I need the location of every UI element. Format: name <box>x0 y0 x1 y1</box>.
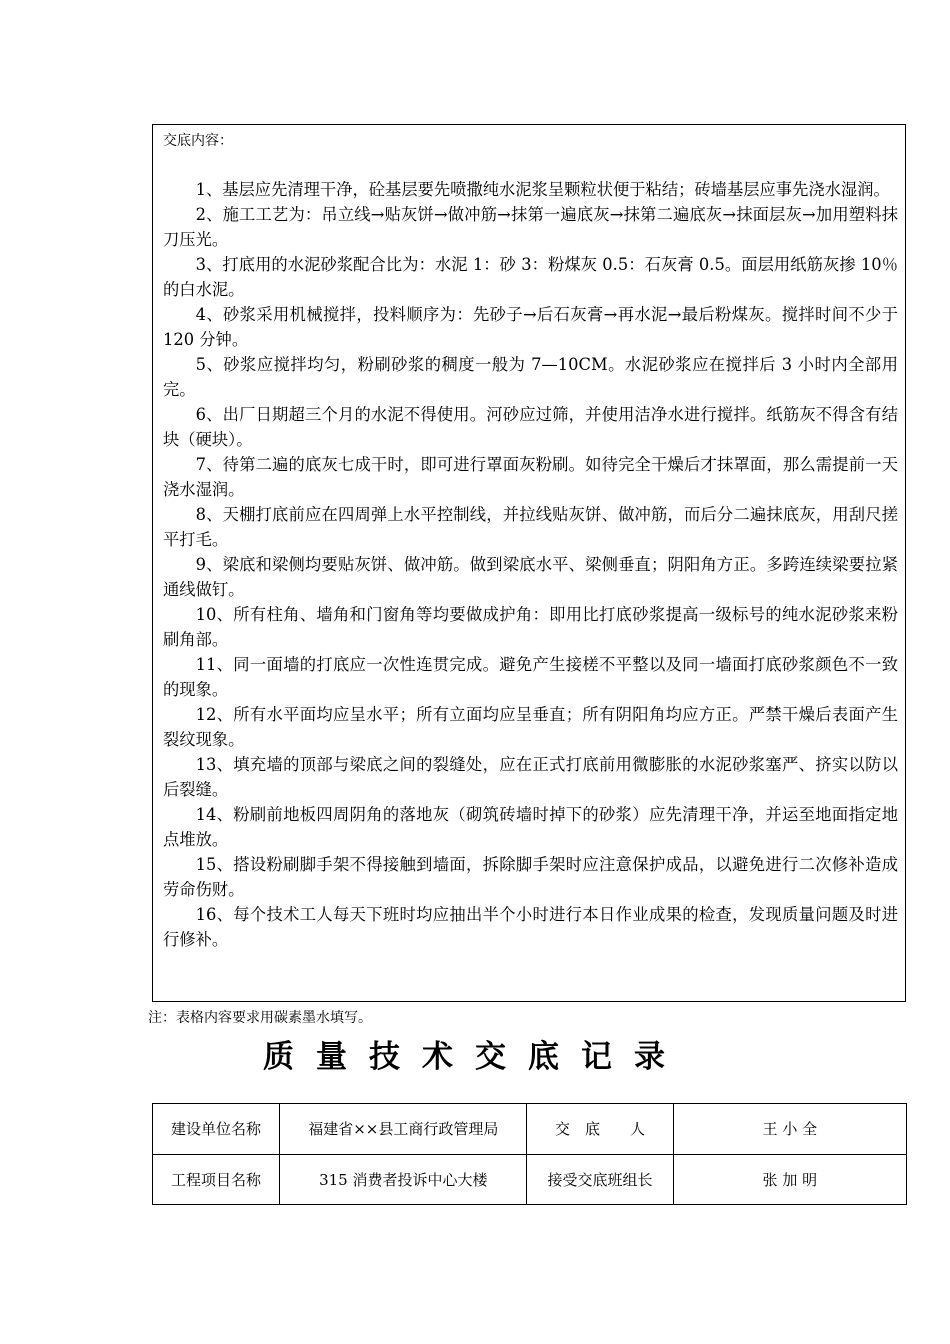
team-leader-label: 接受交底班组长 <box>527 1154 673 1205</box>
project-name-label: 工程项目名称 <box>153 1154 280 1205</box>
content-box <box>152 124 906 1002</box>
content-item: 15、搭设粉刷脚手架不得接触到墙面，拆除脚手架时应注意保护成品，以避免进行二次修补造成劳命伤财。 <box>163 855 898 899</box>
table-row <box>153 1154 907 1205</box>
content-item: 10、所有柱角、墙角和门窗角等均要做成护角：即用比打底砂浆提高一级标号的纯水泥砂浆来粉刷角部。 <box>163 605 898 649</box>
content-item: 7、待第二遍的底灰七成干时，即可进行罩面灰粉刷。如待完全干燥后才抹罩面，那么需提前一天浇水湿润。 <box>163 455 898 499</box>
content-items <box>163 177 898 952</box>
table-row <box>153 1104 907 1155</box>
content-item: 12、所有水平面均应呈水平；所有立面均应呈垂直；所有阴阳角均应方正。严禁干燥后表面产生裂纹现象。 <box>163 705 898 749</box>
briefer-value: 王 小 全 <box>673 1104 906 1155</box>
content-item: 16、每个技术工人每天下班时均应抽出半个小时进行本日作业成果的检查，发现质量问题及时进行修补。 <box>163 905 898 949</box>
content-item: 9、梁底和梁侧均要贴灰饼、做冲筋。做到梁底水平、梁侧垂直；阴阳角方正。多跨连续梁要拉紧通线做钉。 <box>163 555 898 599</box>
content-item: 1、基层应先清理干净，砼基层要先喷撒纯水泥浆呈颗粒状便于粘结；砖墙基层应事先浇水湿润。 <box>195 180 890 199</box>
content-item: 6、出厂日期超三个月的水泥不得使用。河砂应过筛，并使用洁净水进行搅拌。纸筋灰不得含有结块（硬块）。 <box>163 405 898 449</box>
info-table <box>152 1103 907 1205</box>
page-title: 质量技术交底记录 <box>263 1039 687 1075</box>
briefer-label: 交 底 人 <box>527 1104 673 1155</box>
content-item: 3、打底用的水泥砂浆配合比为：水泥 1：砂 3：粉煤灰 0.5：石灰膏 0.5。面层用纸筋灰掺 10％的白水泥。 <box>163 255 898 299</box>
content-item: 14、粉刷前地板四周阴角的落地灰（砌筑砖墙时掉下的砂浆）应先清理干净，并运至地面指定地点堆放。 <box>163 805 898 849</box>
team-leader-value: 张 加 明 <box>673 1154 906 1205</box>
content-item: 4、砂浆采用机械搅拌，投料顺序为：先砂子→后石灰膏→再水泥→最后粉煤灰。搅拌时间不少于 120 分钟。 <box>163 305 898 349</box>
content-item: 5、砂浆应搅拌均匀，粉刷砂浆的稠度一般为 7—10CM。水泥砂浆应在搅拌后 3 小时内全部用完。 <box>163 355 898 399</box>
content-item: 13、填充墙的顶部与梁底之间的裂缝处，应在正式打底前用微膨胀的水泥砂浆塞严、挤实以防以后裂缝。 <box>163 755 898 799</box>
content-item: 8、天棚打底前应在四周弹上水平控制线，并拉线贴灰饼、做冲筋，而后分二遍抹底灰，用刮尺搓平打毛。 <box>163 505 898 549</box>
construction-unit-value: 福建省××县工商行政管理局 <box>280 1104 527 1155</box>
footnote: 注：表格内容要求用碳素墨水填写。 <box>148 1010 372 1026</box>
content-item: 2、施工工艺为：吊立线→贴灰饼→做冲筋→抹第一遍底灰→抹第二遍底灰→抹面层灰→加用塑料抹刀压光。 <box>163 205 898 249</box>
content-header: 交底内容： <box>163 133 233 149</box>
construction-unit-label: 建设单位名称 <box>153 1104 280 1155</box>
project-name-value: 315 消费者投诉中心大楼 <box>280 1154 527 1205</box>
content-item: 11、同一面墙的打底应一次性连贯完成。避免产生接槎不平整以及同一墙面打底砂浆颜色不一致的现象。 <box>163 655 898 699</box>
